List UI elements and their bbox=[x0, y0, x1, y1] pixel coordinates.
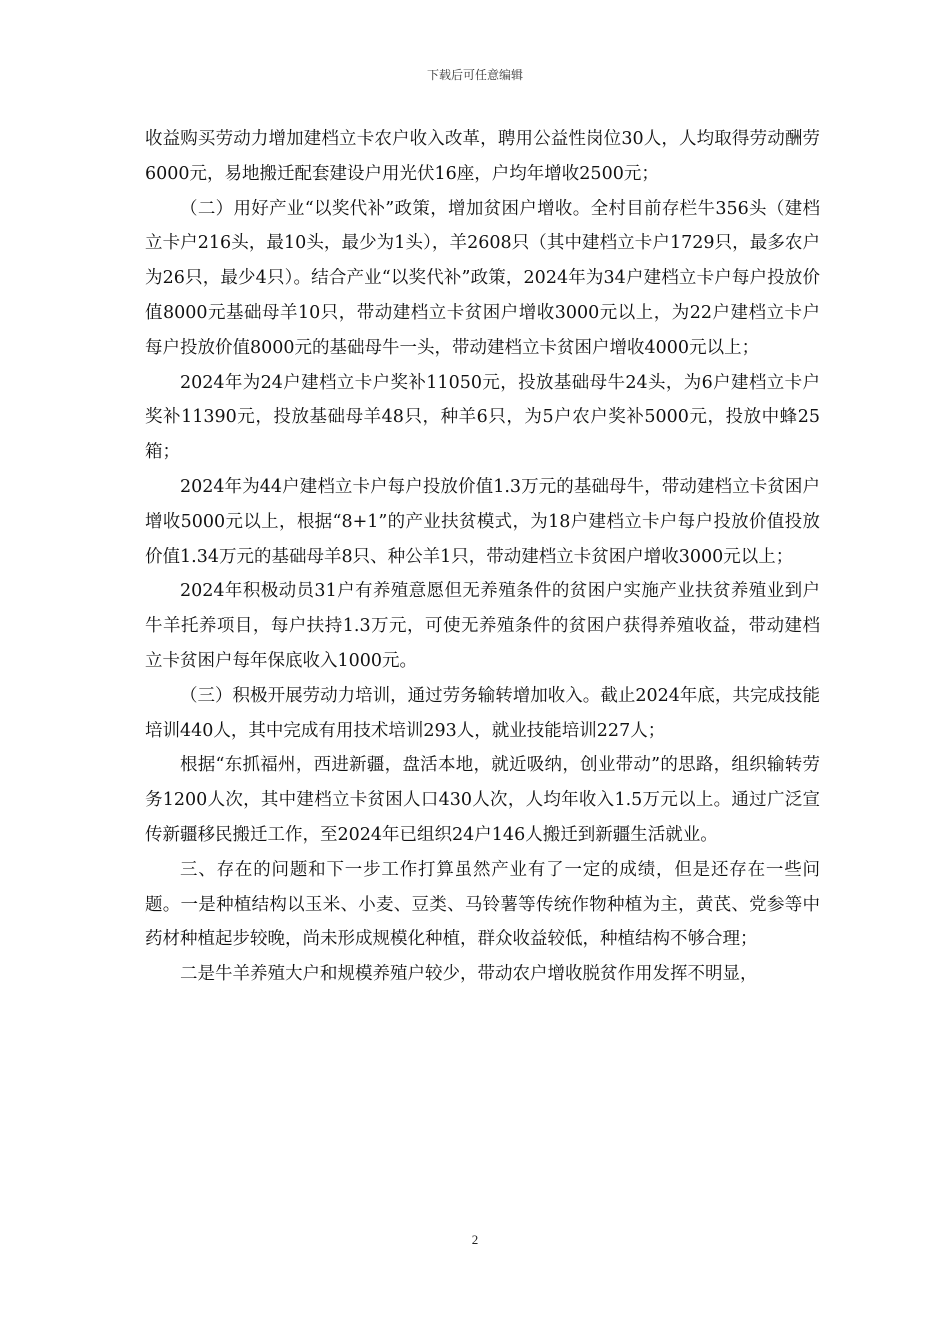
paragraph-1: 收益购买劳动力增加建档立卡农户收入改革，聘用公益性岗位30人，人均取得劳动酬劳6000元，易地搬迁配套建设户用光伏16座，户均年增收2500元； bbox=[145, 129, 820, 184]
paragraph-5: 2024年积极动员31户有养殖意愿但无养殖条件的贫困户实施产业扶贫养殖业到户牛羊托养项目，每户扶持1.3万元，可使无养殖条件的贫困户获得养殖收益，带动建档立卡贫困户每年保底收入1000元。 bbox=[145, 581, 820, 671]
paragraph-4: 2024年为44户建档立卡户每户投放价值1.3万元的基础母牛，带动建档立卡贫困户增收5000元以上，根据“8+1”的产业扶贫模式，为18户建档立卡户每户投放价值投放价值1.34万元的基础母羊8只、种公羊1只，带动建档立卡贫困户增收3000元以上； bbox=[145, 476, 820, 567]
page-header: 下载后可任意编辑 bbox=[426, 68, 523, 82]
document-body bbox=[145, 122, 820, 992]
paragraph-7: 根据“东抓福州，西进新疆，盘活本地，就近吸纳，创业带动”的思路，组织输转劳务1200人次，其中建档立卡贫困人口430人次，人均年收入1.5万元以上。通过广泛宣传新疆移民搬迁工作，至2024年已组织24户146人搬迁到新疆生活就业。 bbox=[145, 755, 820, 845]
paragraph-8: 三、存在的问题和下一步工作打算虽然产业有了一定的成绩，但是还存在一些问题。一是种植结构以玉米、小麦、豆类、马铃薯等传统作物种植为主，黄芪、党参等中药材种植起步较晚，尚未形成规模化种植，群众收益较低，种植结构不够合理； bbox=[145, 859, 820, 950]
paragraph-2: （二）用好产业“以奖代补”政策，增加贫困户增收。全村目前存栏牛356头（建档立卡户216头，最10头，最少为1头），羊2608只（其中建档立卡户1729只，最多农户为26只，最少4只）。结合产业“以奖代补”政策，2024年为34户建档立卡户每户投放价值8000元基础母羊10只，带动建档立卡贫困户增收3000元以上，为22户建档立卡户每户投放价值8000元的基础母牛一头，带动建档立卡贫困户增收4000元以上； bbox=[145, 198, 820, 358]
paragraph-3: 2024年为24户建档立卡户奖补11050元，投放基础母牛24头，为6户建档立卡户奖补11390元，投放基础母羊48只，种羊6只，为5户农户奖补5000元，投放中蜂25箱； bbox=[145, 372, 820, 463]
page-number: 2 bbox=[471, 1232, 479, 1247]
paragraph-6: （三）积极开展劳动力培训，通过劳务输转增加收入。截止2024年底，共完成技能培训440人，其中完成有用技术培训293人，就业技能培训227人； bbox=[145, 685, 820, 741]
paragraph-9: 二是牛羊养殖大户和规模养殖户较少，带动农户增收脱贫作用发挥不明显， bbox=[180, 964, 758, 985]
